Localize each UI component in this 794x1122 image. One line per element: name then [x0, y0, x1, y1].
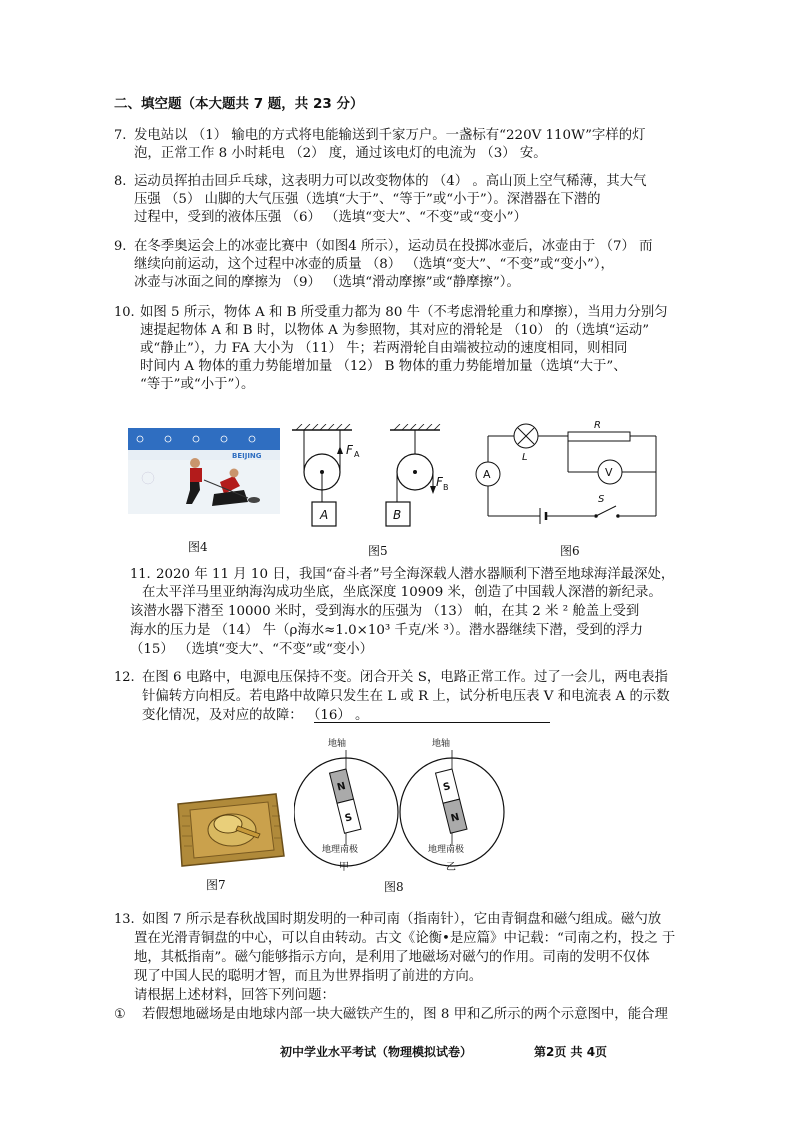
figure-5-pulleys — [290, 424, 450, 534]
force-fa-subscript: A — [354, 450, 360, 459]
voltmeter-label: V — [605, 466, 613, 479]
question-13-line-4: 现了中国人民的聪明才智，而且为世界指明了前进的方向。 — [134, 969, 483, 984]
curling-photo-illustration — [128, 428, 280, 514]
force-fb-subscript: B — [443, 483, 449, 492]
pole-label-right: 地理南极 — [428, 845, 465, 855]
question-7-line-1: 发电站以 （1） 输电的方式将电能输送到千家万户。一盏标有“220V 110W”字样的灯 — [134, 128, 646, 143]
question-number: 9. — [114, 239, 127, 254]
switch-label: S — [598, 494, 605, 505]
question-number: 7. — [114, 128, 127, 143]
banner-text: BEIJING — [232, 452, 262, 460]
question-9-line-1: 在冬季奥运会上的冰壶比赛中（如图4 所示），运动员在投掷冰壶后，冰壶由于 （7） 而 — [134, 239, 653, 254]
resistor-label: R — [594, 420, 601, 431]
question-12-line-2: 针偏转方向相反。若电路中故障只发生在 L 或 R 上，试分析电压表 V 和电流表 A 的示数 — [142, 689, 670, 704]
question-number: 8. — [114, 174, 127, 189]
magnet-s-label-left: S — [343, 812, 354, 825]
magnet-n-label-right: N — [449, 811, 461, 825]
figure-4-caption: 图4 — [188, 540, 208, 554]
sinan-illustration — [168, 786, 288, 870]
section-title: 二、填空题（本大题共 7 题，共 23 分） — [114, 96, 364, 112]
lamp-label: L — [522, 452, 528, 463]
figure-7-sinan-photo — [168, 786, 288, 870]
figure-8-right-name: 乙 — [446, 862, 456, 873]
question-13-line-2: 置在光滑青铜盘的中心，可以自由转动。古文《论衡•是应篇》中记载：“司南之杓，投之 于 — [134, 931, 676, 946]
question-12-line-3: 变化情况，及对应的故障： （16） 。 — [142, 708, 369, 723]
force-fa-label: F — [346, 443, 353, 457]
pulley-diagram — [290, 424, 450, 534]
ammeter-label: A — [483, 468, 491, 481]
magnet-s-label-right: S — [442, 781, 452, 794]
question-11-line-2: 在太平洋马里亚纳海沟成功坐底，坐底深度 10909 米，创造了中国载人深潜的新纪录。 — [142, 585, 662, 600]
box-b-label: B — [393, 508, 402, 522]
earth-magnet-diagram — [294, 736, 524, 876]
question-number: 13. — [114, 912, 135, 927]
question-13-sub-1: 若假想地磁场是由地球内部一块大磁铁产生的，图 8 甲和乙所示的两个示意图中，能合理 — [142, 1007, 668, 1022]
figure-8-earth-magnets — [294, 736, 524, 876]
box-a-label: A — [320, 508, 329, 522]
question-8-line-2: 压强 （5） 山脚的大气压强（选填“大于”、“等于”或“小于”）。深潜器在下潜的 — [134, 192, 601, 207]
axis-label-left: 地轴 — [328, 739, 347, 749]
question-8-line-1: 运动员挥拍击回乒乓球，这表明力可以改变物体的 （4） 。高山顶上空气稀薄，其大气 — [134, 174, 647, 189]
question-10-line-4: 时间内 A 物体的重力势能增加量 （12） B 物体的重力势能增加量（选填“大于”、 — [140, 359, 627, 374]
question-13-line-3: 地，其柢指南”。磁勺能够指示方向，是利用了地磁场对磁勺的作用。司南的发明不仅体 — [134, 950, 650, 965]
question-10-line-1: 如图 5 所示，物体 A 和 B 所受重力都为 80 牛（不考虑滑轮重力和摩擦），当用力分别匀 — [140, 305, 668, 320]
pole-label-left: 地理南极 — [322, 845, 359, 855]
footer-page: 第2页 共 4页 — [534, 1045, 608, 1059]
circuit-diagram — [470, 420, 660, 530]
question-12-line-1: 在图 6 电路中，电源电压保持不变。闭合开关 S，电路正常工作。过了一会儿，两电表指 — [142, 670, 668, 685]
figure-8-caption: 图8 — [384, 880, 404, 894]
footer-title: 初中学业水平考试（物理模拟试卷） — [280, 1045, 473, 1059]
figure-6-caption: 图6 — [560, 544, 580, 558]
question-10-line-5: “等于”或“小于”）。 — [140, 377, 255, 392]
question-13-line-5: 请根据上述材料，回答下列问题： — [134, 988, 335, 1003]
question-9-line-2: 继续向前运动，这个过程中冰壶的质量 （8） （选填“变大”、“不变”或“变小”）， — [134, 257, 614, 272]
figure-5-caption: 图5 — [368, 544, 388, 558]
question-11-line-1: 2020 年 11 月 10 日，我国“奋斗者”号全海深载人潜水器顺利下潜至地球海洋最深处， — [156, 567, 675, 582]
figure-8-left-name: 甲 — [339, 862, 349, 873]
question-11-line-4: 海水的压力是 （14） 牛（ρ海水≈1.0×10³ 千克/米 ³）。潜水器继续下潜，受到的浮力 — [130, 623, 643, 638]
magnet-n-label-left: N — [336, 780, 347, 794]
question-10-line-2: 速提起物体 A 和 B 时，以物体 A 为参照物，其对应的滑轮是 （10） 的（选填“运动” — [140, 323, 650, 338]
question-number: 12. — [114, 670, 135, 685]
question-13-line-1: 如图 7 所示是春秋战国时期发明的一种司南（指南针），它由青铜盘和磁勺组成。磁勺放 — [142, 912, 662, 927]
answer-underline — [314, 722, 550, 723]
question-9-line-3: 冰壶与冰面之间的摩擦为 （9） （选填“滑动摩擦”或“静摩擦”）。 — [134, 275, 520, 290]
question-7-line-2: 泡，正常工作 8 小时耗电 （2） 度，通过该电灯的电流为 （3） 安。 — [134, 146, 547, 161]
figure-4-curling-photo — [128, 428, 280, 514]
question-number: 10. — [114, 305, 135, 320]
question-10-line-3: 或“静止”），力 FA 大小为 （11） 牛；若两滑轮自由端被拉动的速度相同，则相同 — [140, 341, 628, 356]
question-number: 11. — [130, 567, 151, 582]
question-8-line-3: 过程中，受到的液体压强 （6） （选填“变大”、“不变”或“变小”） — [134, 210, 527, 225]
figure-6-circuit — [470, 420, 660, 530]
question-11-line-5: （15） （选填“变大”、“不变”或“变小） — [130, 642, 373, 657]
sub-question-number: ① — [114, 1007, 126, 1022]
force-fb-label: F — [436, 475, 443, 489]
figure-7-caption: 图7 — [206, 878, 226, 892]
axis-label-right: 地轴 — [432, 739, 451, 749]
question-11-line-3: 该潜水器下潜至 10000 米时，受到海水的压强为 （13） 帕，在其 2 米 ² 舱盖上受到 — [130, 604, 640, 619]
